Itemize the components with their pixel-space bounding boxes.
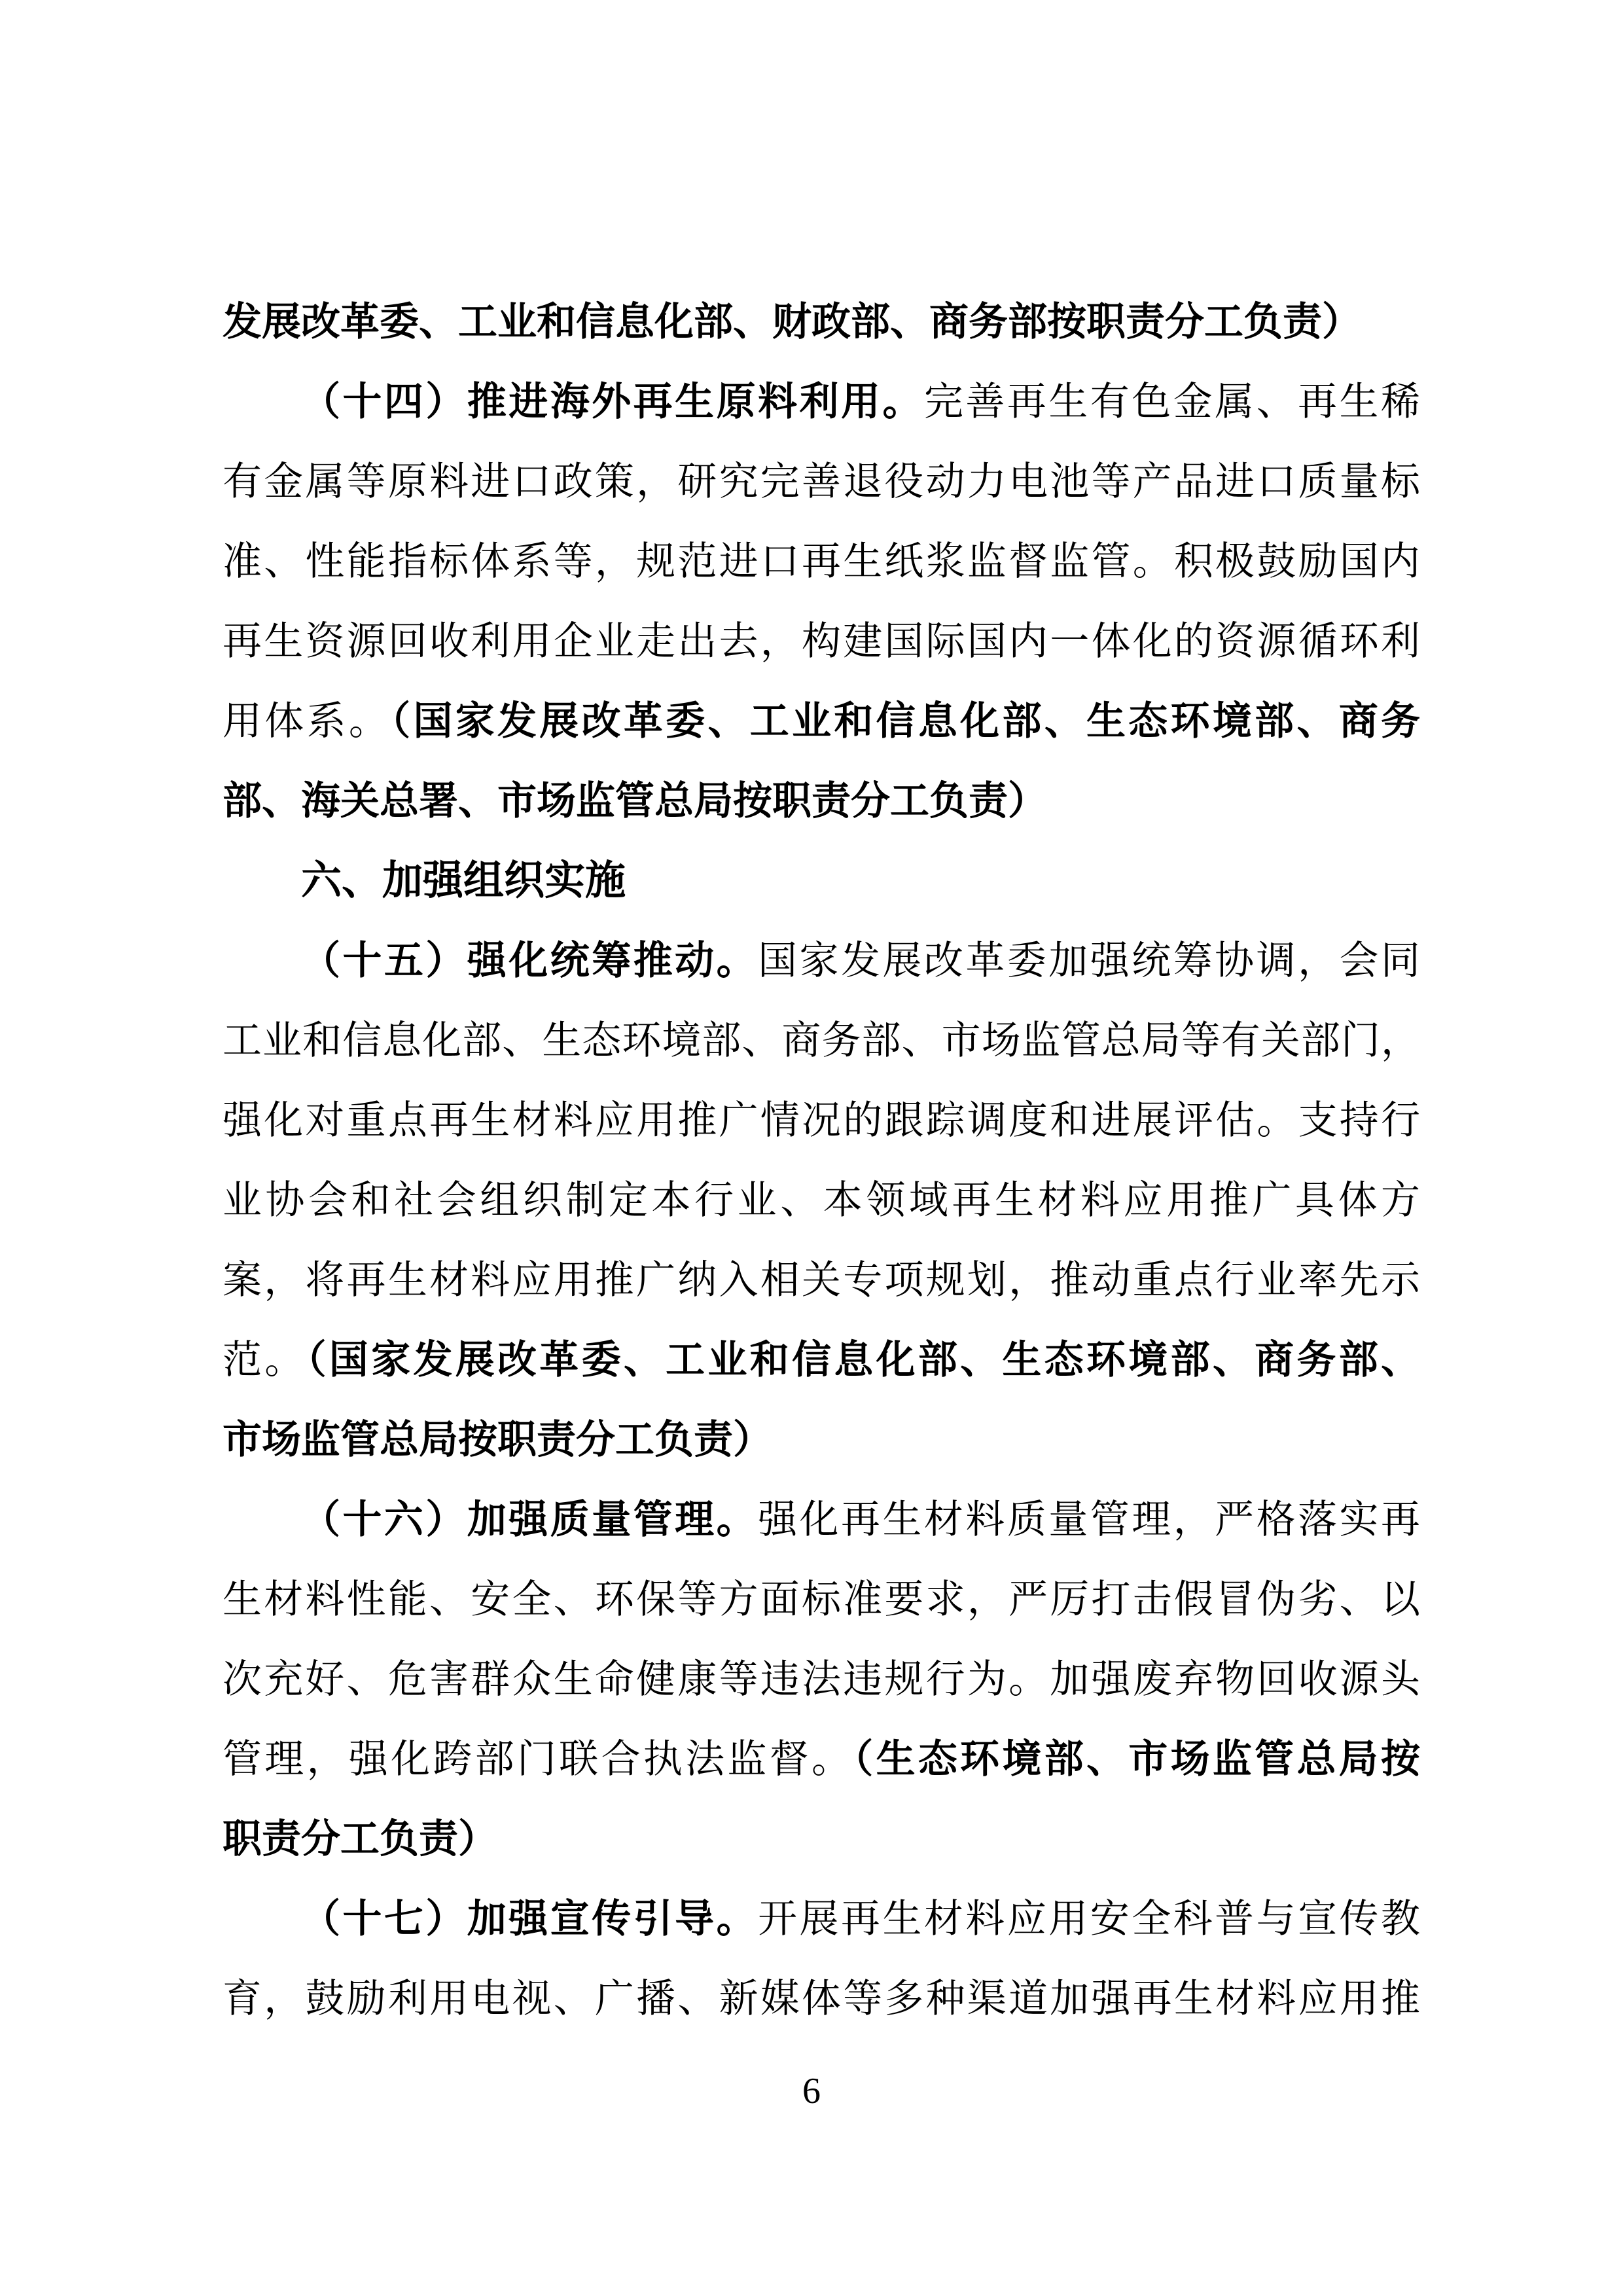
text-line bbox=[223, 761, 1420, 841]
line-segment: 发展改革委、工业和信息化部、财政部、商务部按职责分工负责） bbox=[223, 300, 1361, 344]
text-line-paragraph-15-start bbox=[223, 921, 1420, 1001]
text-line bbox=[223, 1560, 1420, 1640]
text-line bbox=[223, 1240, 1420, 1320]
line-segment: 国家发展改革委加强统筹协调，会同 bbox=[758, 939, 1421, 982]
line-segment: 案，将再生材料应用推广纳入相关专项规划，推动重点行业率先示 bbox=[223, 1259, 1420, 1302]
paragraph-17-lead: （十七）加强宣传引导。 bbox=[301, 1897, 758, 1941]
text-line-paragraph-16-start bbox=[223, 1480, 1420, 1560]
text-line bbox=[223, 1400, 1420, 1480]
responsibility-attribution: 市场监管总局按职责分工负责） bbox=[223, 1418, 772, 1462]
paragraph-14-lead: （十四）推进海外再生原料利用。 bbox=[301, 380, 924, 423]
text-line bbox=[223, 522, 1420, 601]
page-number: 6 bbox=[802, 2071, 821, 2111]
text-line bbox=[223, 1001, 1420, 1081]
line-segment: 完善再生有色金属、再生稀 bbox=[923, 380, 1421, 423]
line-segment: 有金属等原料进口政策，研究完善退役动力电池等产品进口质量标 bbox=[223, 460, 1420, 503]
line-segment: 准、性能指标体系等，规范进口再生纸浆监督监管。积极鼓励国内 bbox=[223, 540, 1420, 583]
line-segment: 用体系。 bbox=[223, 700, 391, 743]
text-line bbox=[223, 601, 1420, 681]
document-body bbox=[223, 282, 1420, 2039]
line-segment: 管理，强化跨部门联合执法监督。 bbox=[223, 1738, 854, 1781]
responsibility-attribution: 部、海关总署、市场监管总局按职责分工负责） bbox=[223, 780, 1047, 823]
text-line bbox=[223, 442, 1420, 522]
paragraph-16-lead: （十六）加强质量管理。 bbox=[301, 1498, 758, 1541]
line-segment: 育，鼓励利用电视、广播、新媒体等多种渠道加强再生材料应用推 bbox=[223, 1977, 1420, 2020]
text-line bbox=[223, 1640, 1420, 1719]
text-line bbox=[223, 1719, 1420, 1799]
line-segment: 强化再生材料质量管理，严格落实再 bbox=[758, 1498, 1421, 1541]
line-segment: 生材料性能、安全、环保等方面标准要求，严厉打击假冒伪劣、以 bbox=[223, 1578, 1420, 1621]
text-line bbox=[223, 1320, 1420, 1400]
line-segment: 开展再生材料应用安全科普与宣传教 bbox=[758, 1897, 1421, 1941]
text-line bbox=[223, 681, 1420, 761]
line-segment: 再生资源回收利用企业走出去，构建国际国内一体化的资源循环利 bbox=[223, 620, 1420, 663]
text-line-paragraph-14-start bbox=[223, 362, 1420, 442]
text-line bbox=[223, 1959, 1420, 2039]
text-line bbox=[223, 282, 1420, 362]
responsibility-attribution: （生态环境部、市场监管总局按 bbox=[853, 1738, 1421, 1781]
text-line-paragraph-17-start bbox=[223, 1879, 1420, 1959]
line-segment: 强化对重点再生材料应用推广情况的跟踪调度和进展评估。支持行 bbox=[223, 1099, 1420, 1142]
text-line bbox=[223, 1081, 1420, 1160]
section-heading-text: 六、加强组织实施 bbox=[301, 858, 626, 903]
paragraph-15-lead: （十五）强化统筹推动。 bbox=[301, 939, 758, 982]
line-segment: 工业和信息化部、生态环境部、商务部、市场监管总局等有关部门， bbox=[223, 1019, 1420, 1062]
line-segment: 次充好、危害群众生命健康等违法违规行为。加强废弃物回收源头 bbox=[223, 1658, 1420, 1701]
responsibility-attribution: 职责分工负责） bbox=[223, 1818, 497, 1861]
line-segment: 业协会和社会组织制定本行业、本领域再生材料应用推广具体方 bbox=[223, 1179, 1420, 1222]
line-segment: 范。 bbox=[223, 1338, 307, 1382]
section-heading bbox=[223, 841, 1420, 921]
responsibility-attribution: （国家发展改革委、工业和信息化部、生态环境部、商务 bbox=[391, 700, 1421, 743]
responsibility-attribution: （国家发展改革委、工业和信息化部、生态环境部、商务部、 bbox=[306, 1338, 1421, 1382]
text-line bbox=[223, 1799, 1420, 1879]
text-line bbox=[223, 1160, 1420, 1240]
